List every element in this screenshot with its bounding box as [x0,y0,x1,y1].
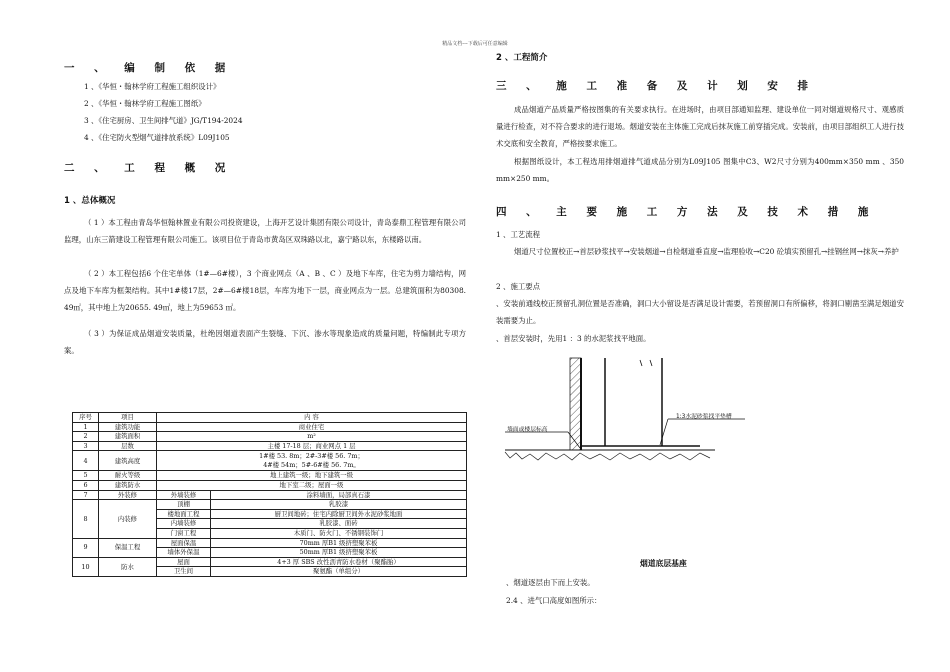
cell-content: 商业住宅 [157,422,467,432]
cell-content: 乳胶漆 [211,500,467,510]
cell-sub: 屋面保温 [157,538,211,548]
cell-content: 50mm 厚B1 级挤塑聚苯板 [211,548,467,558]
section-title-overview: 二 、 工 程 概 况 [64,162,234,174]
cell-content: 70mm 厚B1 级挤塑聚苯板 [211,538,467,548]
section-title-preparation: 三 、 施 工 准 备 及 计 划 安 排 [496,80,817,92]
table-row [73,422,467,432]
paragraph-inlet-height: 2.4 、进气口高度如图所示： [506,596,602,605]
paragraph-process: 烟道尺寸位置校正→首层砂浆找平→安装烟道→自检烟道垂直度→监理验收→C20 砼填实预留孔→挂钢丝网→抹灰→养护 [514,247,899,256]
table-row [73,480,467,490]
paragraph-buildings: （ 2 ）本工程包括6 个住宅单体（1#—6#楼），3 个商业网点（A 、B 、C ）及地下车库，住宅为剪力墙结构，网点及地下车库为框架结构。其中1#楼17层，2#—6#楼18层，车库为地下一层，商业网点为一层。总建筑面积为80308. 49㎡，其中地上为20655. 49㎡，地上为59653 ㎡。 [64,269,466,312]
table-row [73,432,467,442]
cell-item: 层数 [99,441,157,451]
table-row [73,500,467,510]
cell-item: 建筑高度 [99,451,157,471]
height-line: 4#楼 54m；5#-6#楼 56. 7m。 [263,460,360,469]
reference-item: 4 、《住宅防火型烟气道排放系统》L09J105 [84,133,230,142]
header-cell: 项目 [99,413,157,423]
cell-sub: 内墙装修 [157,519,211,529]
item-process-flow: 1 、工艺流程 [496,230,541,239]
ground-hatch [505,452,710,460]
cell-content: 聚氨酯（单组分） [211,567,467,577]
cell-no: 5 [73,471,99,481]
cell-item: 耐火等级 [99,471,157,481]
cell-no: 8 [73,500,99,538]
paragraph-purpose: （ 3 ）为保证成品烟道安装质量，杜绝因烟道表面产生裂缝、下沉、渗水等现象造成的质量问题，特编制此专项方案。 [64,329,466,355]
cell-no: 2 [73,432,99,442]
paragraph-project: （ 1 ）本工程由青岛华恒翰林置业有限公司投资建设，上海开艺设计集团有限公司设计，青岛泰鼎工程管理有限公司监理，山东三箭建设工程管理有限公司施工。该项目位于青岛市黄岛区双珠路以北，嘉宁路以东，东楼路以南。 [64,218,466,244]
cell-content: 地上建筑一级；地下建筑一级 [157,471,467,481]
section-title-methods: 四 、 主 要 施 工 方 法 及 技 术 措 施 [496,206,877,218]
paragraph-install-order: 、烟道逐层由下而上安装。 [506,578,595,587]
item-key-points: 2 、施工要点 [496,282,541,291]
paragraph-quality: 成品烟道产品质量严格按图集的有关要求执行。在进场时，由项目部通知监理、建设单位一同对烟道规格尺寸、观感质量进行检查，对不符合要求的进行退场。烟道安装在主体施工完成后抹灰施工前穿插完成。安装前，由项目部组织工人进行技术交底和安全教育，严格按要求施工。 [496,105,904,148]
table-row [73,471,467,481]
cell-no: 10 [73,557,99,576]
table-row [73,451,467,471]
cell-sub: 外墙装修 [157,490,211,500]
table-row [73,490,467,500]
cell-content: 主楼 17-18 层；商业网点 1 层 [157,441,467,451]
cell-sub: 卫生间 [157,567,211,577]
cell-sub: 墙体外保温 [157,548,211,558]
paragraph-selection: 根据图纸设计，本工程选用排烟道排气道成品分别为L09J105 图集中C3、W2尺寸分别为400mm×350 mm 、350 mm×250 mm。 [496,157,904,183]
wall-hatch-left [570,358,581,450]
cell-content: 4+3 厚 SBS 改性沥青防水卷材（聚酯胎） [211,557,467,567]
label-leveling-mortar: 1:3水泥砂浆找平垫槽 [676,414,732,420]
cell-no: 6 [73,480,99,490]
diagram-caption: 烟道底层基座 [640,559,687,568]
cell-content: m² [157,432,467,442]
cell-no: 3 [73,441,99,451]
header-cell: 内 容 [157,413,467,423]
cell-item: 建筑防水 [99,480,157,490]
cell-item: 保温工程 [99,538,157,557]
height-line: 1#楼 53. 8m；2#-3#楼 56. 7m； [259,452,364,461]
cell-content: 涂料墙面，局部真石漆 [211,490,467,500]
label-floor-elevation: 墙面或楼层标高 [507,427,548,433]
reference-list [84,78,243,146]
cell-no: 9 [73,538,99,557]
reference-item: 1 、《华恒・翰林学府工程施工组织设计》 [84,82,221,91]
header-note: 精品文档---下载后可任意编辑 [442,41,508,47]
cell-item: 外装修 [99,490,157,500]
paragraph-leveling: 、首层安装时，先用1 ：3 的水泥浆找平地面。 [496,334,651,343]
cell-sub: 楼地面工程 [157,509,211,519]
cell-no: 1 [73,422,99,432]
cell-content [157,451,467,471]
cell-no: 4 [73,451,99,471]
subsection-title-intro: 2 、工程简介 [496,53,548,63]
reference-item: 2 、《华恒・翰林学府工程施工图纸》 [84,99,206,108]
cell-no: 7 [73,490,99,500]
cell-item: 防水 [99,557,157,576]
section-title-basis: 一 、 编 制 依 据 [64,62,234,74]
table-row [73,557,467,567]
table-row [73,538,467,548]
cell-content: 地下室二级；屋面一级 [157,480,467,490]
cell-item: 内装修 [99,500,157,538]
cell-content: 厨卫间地砖；住宅内除厨卫间外水泥砂浆地面 [211,509,467,519]
header-cell: 序号 [73,413,99,423]
cell-content: 乳胶漆、面砖 [211,519,467,529]
cell-item: 建筑面积 [99,432,157,442]
paragraph-calibration: 、安装前通线校正预留孔洞位置是否准确，洞口大小留设是否满足设计需要，若预留洞口有所偏移，将洞口剔凿至满足烟道安装需要为止。 [496,299,904,325]
cell-sub: 门窗工程 [157,528,211,538]
reference-item: 3 、《住宅厨房、卫生间排气道》JG/T194-2024 [84,116,243,125]
subsection-title-general: 1 、总体概况 [64,196,116,206]
cell-sub: 屋面 [157,557,211,567]
table-row [73,441,467,451]
cell-item: 建筑功能 [99,422,157,432]
cell-content: 木质门、防火门、不锈钢装饰门 [211,528,467,538]
table-header-row [73,413,467,423]
project-info-table [72,412,467,577]
cell-sub: 顶棚 [157,500,211,510]
